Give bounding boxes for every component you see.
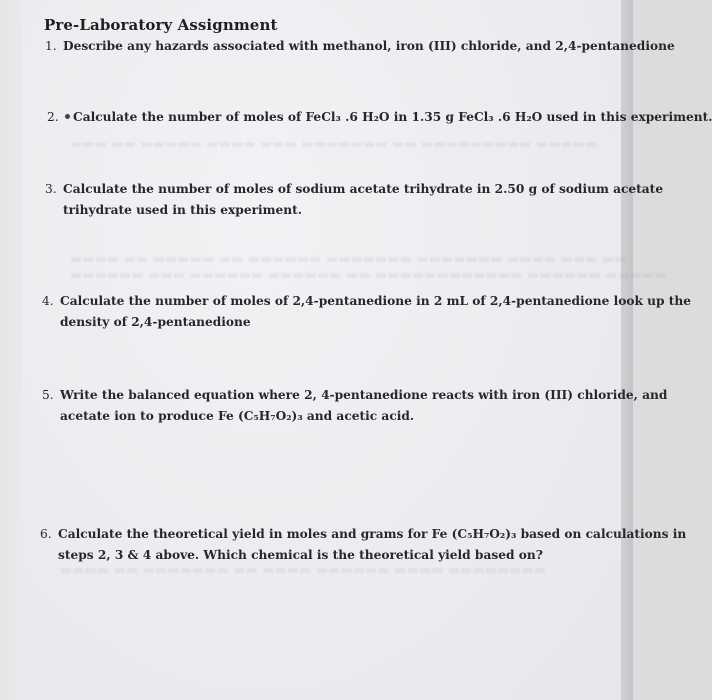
show-through-text: ▬▬▬▬ ▬▬ ▬▬▬▬▬ ▬▬ ▬▬▬▬▬▬ ▬▬▬▬▬▬▬ ▬▬▬▬▬▬▬ ▬▬▬▬ ▬▬▬ ▬▬: [70, 252, 627, 267]
question-number: 3.: [45, 182, 57, 196]
question-text: Write the balanced equation where 2, 4-pentanedione reacts with iron (III) chloride, and: [60, 388, 668, 402]
show-through-text: ▬▬▬▬ ▬▬ ▬▬▬▬▬▬▬ ▬▬ ▬▬▬▬ ▬▬▬▬▬▬ ▬▬▬▬ ▬▬▬▬▬▬▬▬: [60, 563, 547, 578]
page-title: Pre-Laboratory Assignment: [44, 16, 278, 34]
question-text: Calculate the theoretical yield in moles and grams for Fe (C₅H₇O₂)₃ based on calculations in: [58, 527, 687, 541]
question-6: [40, 524, 687, 566]
question-text: Calculate the number of moles of sodium acetate trihydrate in 2.50 g of sodium acetate: [63, 182, 664, 196]
question-2: [47, 107, 712, 128]
question-text-continued: trihydrate used in this experiment.: [63, 203, 303, 217]
paper-sheet: [22, 0, 622, 700]
question-1: [45, 36, 675, 57]
question-text: Calculate the number of moles of 2,4-pentanedione in 2 mL of 2,4-pentanedione look up the: [60, 294, 692, 308]
question-text-continued: density of 2,4-pentanedione: [60, 315, 251, 329]
question-3: [45, 179, 664, 221]
pen-mark: [65, 114, 70, 119]
question-number: 6.: [40, 527, 52, 541]
question-text: Calculate the number of moles of FeCl₃ .6 H₂O in 1.35 g FeCl₃ .6 H₂O used in this experiment.: [73, 110, 712, 124]
question-text: Describe any hazards associated with methanol, iron (III) chloride, and 2,4-pentanedione: [63, 39, 675, 53]
question-number: 5.: [42, 388, 54, 402]
question-number: 1.: [45, 39, 57, 53]
question-text-continued: acetate ion to produce Fe (C₅H₇O₂)₃ and acetic acid.: [60, 409, 415, 423]
left-margin: [0, 0, 22, 700]
right-shadow: [621, 0, 633, 700]
show-through-text: ▬▬▬ ▬▬ ▬▬▬▬▬ ▬▬▬▬ ▬▬▬ ▬▬▬▬▬▬▬ ▬▬ ▬▬▬▬▬▬▬▬▬ ▬▬▬▬▬: [70, 137, 598, 152]
question-number: 2.: [47, 110, 59, 124]
question-4: [42, 291, 692, 333]
show-through-text: ▬▬▬▬▬▬ ▬▬▬ ▬▬▬▬▬▬ ▬▬▬▬▬▬ ▬▬ ▬▬▬▬▬▬▬▬▬▬▬▬ ▬▬▬▬▬▬ ▬▬▬▬▬: [70, 268, 667, 283]
question-5: [42, 385, 668, 427]
question-number: 4.: [42, 294, 54, 308]
question-text-continued: steps 2, 3 & 4 above. Which chemical is the theoretical yield based on?: [58, 548, 543, 562]
